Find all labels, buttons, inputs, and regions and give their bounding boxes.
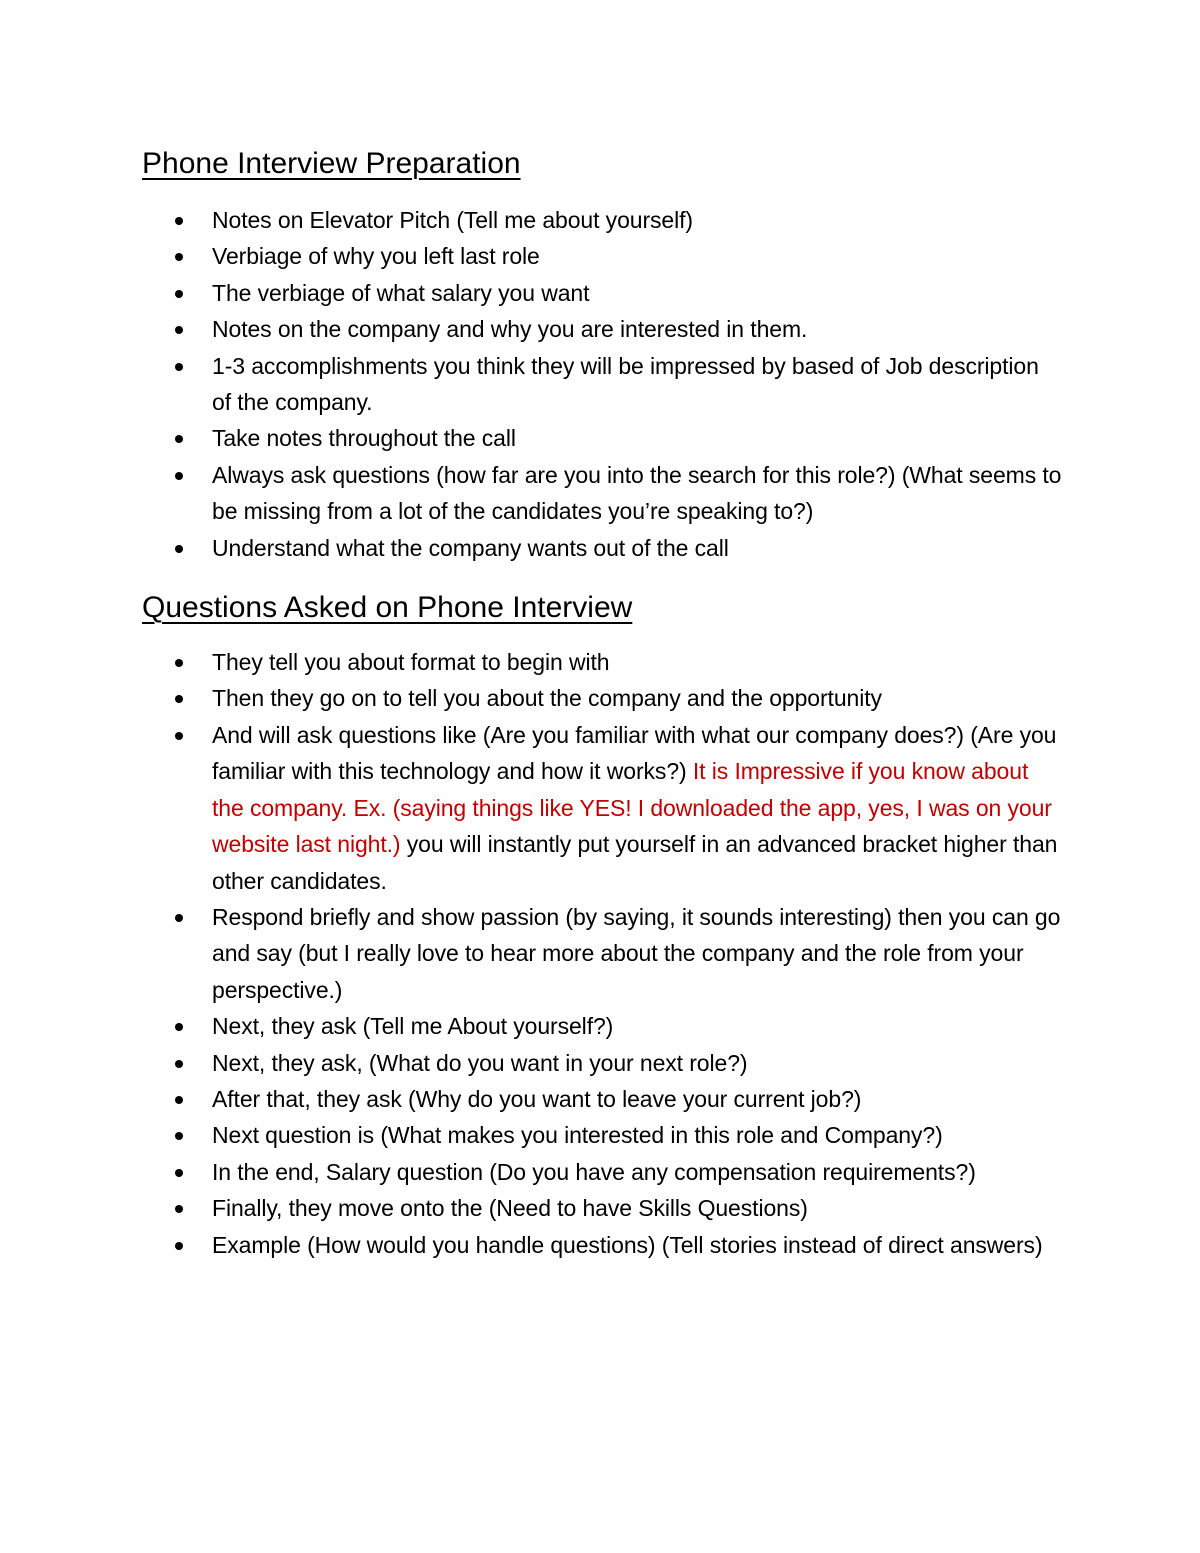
- list-item-text: Verbiage of why you left last role: [212, 243, 540, 270]
- list-item-text: Notes on the company and why you are interested in them.: [212, 316, 808, 343]
- list-item-text: Always ask questions (how far are you into the search for this role?) (What seems to be missing from a lot of the candidates you’re speaking to?): [212, 461, 1062, 525]
- list-item-text: 1-3 accomplishments you think they will be impressed by based of Job description of the company.: [212, 352, 1039, 416]
- list-item: [142, 644, 1062, 680]
- list-item-text: Finally, they move onto the (Need to have Skills Questions): [212, 1195, 808, 1222]
- list-item-text: Example (How would you handle questions) (Tell stories instead of direct answers): [212, 1231, 1043, 1258]
- list-item: [142, 348, 1062, 421]
- list-item: [142, 311, 1062, 347]
- list-item: [142, 1117, 1062, 1153]
- list-item: [142, 530, 1062, 566]
- bullet-dot-icon: [175, 1023, 183, 1031]
- list-item: [142, 1190, 1062, 1226]
- bullet-dot-icon: [175, 1060, 183, 1068]
- bullet-dot-icon: [175, 363, 183, 371]
- list-item: [142, 238, 1062, 274]
- list-item: [142, 202, 1062, 238]
- list-item-text: Understand what the company wants out of the call: [212, 534, 729, 561]
- bullet-dot-icon: [175, 1169, 183, 1177]
- bullet-dot-icon: [175, 472, 183, 480]
- list-item: [142, 1045, 1062, 1081]
- list-item-text: Then they go on to tell you about the company and the opportunity: [212, 685, 882, 712]
- list-item: [142, 275, 1062, 311]
- section-title-phone-interview-preparation: Phone Interview Preparation: [142, 147, 521, 180]
- section-title-questions-asked: Questions Asked on Phone Interview: [142, 591, 633, 625]
- bullet-dot-icon: [175, 695, 183, 703]
- bullet-dot-icon: [175, 1242, 183, 1250]
- list-item-text: They tell you about format to begin with: [212, 649, 610, 676]
- list-item-text: Notes on Elevator Pitch (Tell me about yourself): [212, 207, 693, 233]
- bullet-dot-icon: [175, 326, 183, 334]
- bullet-dot-icon: [175, 1132, 183, 1140]
- list-item: [142, 1227, 1062, 1263]
- list-item: [142, 457, 1062, 530]
- bullet-dot-icon: [175, 914, 183, 922]
- bullet-dot-icon: [175, 253, 183, 261]
- list-item-text: In the end, Salary question (Do you have any compensation requirements?): [212, 1158, 976, 1185]
- bullet-dot-icon: [175, 435, 183, 443]
- list-item: [142, 1081, 1062, 1117]
- list-item-text: Take notes throughout the call: [212, 425, 516, 452]
- list-item: [142, 1154, 1062, 1190]
- list-item-text: Respond briefly and show passion (by saying, it sounds interesting) then you can go and say (but I really love to hear more about the company and the role from your perspective.): [212, 903, 1061, 1003]
- list-item: [142, 1008, 1062, 1044]
- preparation-list: [142, 202, 1062, 566]
- list-item-text: Next, they ask (Tell me About yourself?): [212, 1013, 614, 1040]
- list-item: [142, 680, 1062, 716]
- list-item-text: Next question is (What makes you interested in this role and Company?): [212, 1122, 943, 1149]
- questions-list: [142, 644, 1062, 1263]
- list-item: [142, 899, 1062, 1008]
- list-item: [142, 717, 1062, 899]
- bullet-dot-icon: [175, 732, 183, 740]
- list-item-text: After that, they ask (Why do you want to leave your current job?): [212, 1085, 862, 1112]
- list-item-text: And will ask questions like (Are you familiar with what our company does?) (Are you familiar with this technology and how it works?): [212, 721, 1057, 785]
- list-item: [142, 420, 1062, 456]
- bullet-dot-icon: [175, 1205, 183, 1213]
- bullet-dot-icon: [175, 659, 183, 667]
- document-content: [142, 144, 1062, 1263]
- highlighted-tip-text: It is Impressive if you know about the company. Ex. (saying things like YES! I downloaded the app, yes, I was on your website last night.): [212, 758, 1052, 858]
- bullet-dot-icon: [175, 217, 183, 225]
- bullet-dot-icon: [175, 1096, 183, 1104]
- list-item-text: Next, they ask, (What do you want in your next role?): [212, 1049, 748, 1076]
- list-item-text: you will instantly put yourself in an advanced bracket higher than other candidates.: [212, 831, 1058, 894]
- list-item-text: The verbiage of what salary you want: [212, 279, 590, 306]
- bullet-dot-icon: [175, 545, 183, 553]
- bullet-dot-icon: [175, 290, 183, 298]
